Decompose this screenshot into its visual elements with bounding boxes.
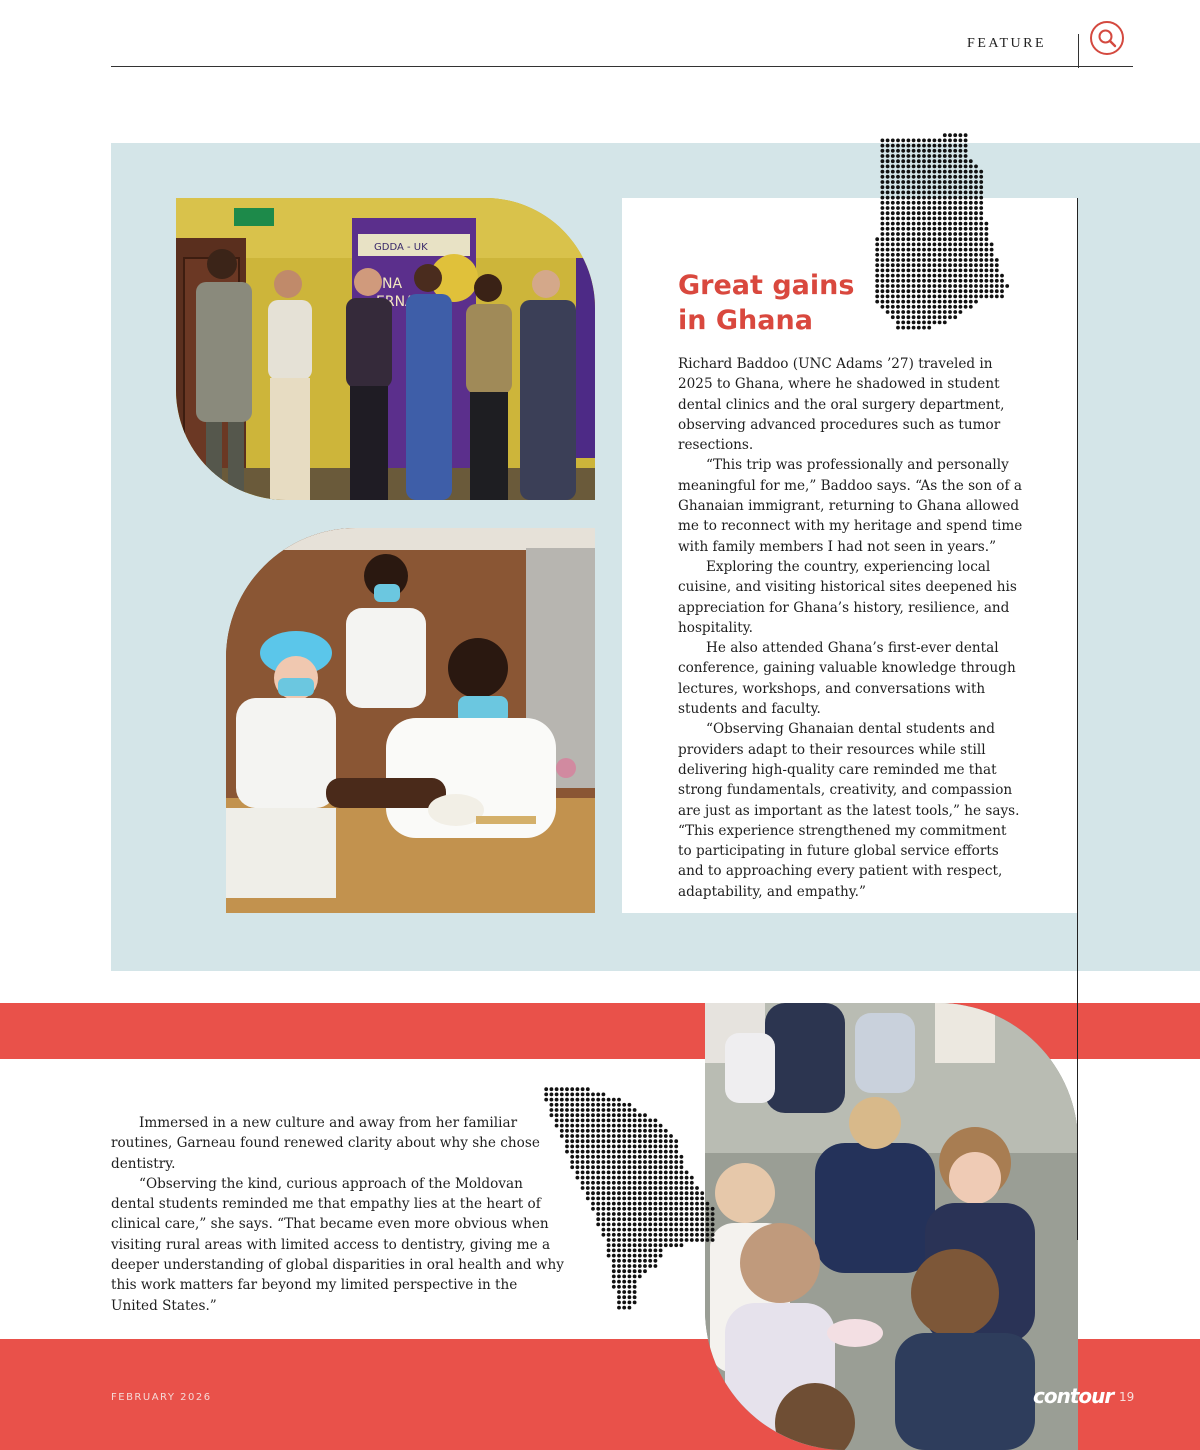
- moldova-paragraph: “Observing the kind, curious approach of the Moldovan dental students reminded me that empathy lies at the heart of clinical care,” she says. “That became even more obvious when visiting rural areas with limited access to dentistry, giving me a deeper understanding of global disparities in oral health and why this work matters far beyond my limited perspective in the United States.”: [111, 1175, 564, 1314]
- header-divider: [1078, 34, 1079, 68]
- ghana-paragraph: He also attended Ghana’s first-ever dental conference, gaining valuable knowledge through lectures, workshops, and conversations with students and faculty.: [678, 640, 1016, 718]
- moldova-article-body: [111, 1113, 566, 1316]
- footer-date: FEBRUARY 2026: [111, 1392, 212, 1403]
- ghana-article-body: [678, 354, 1024, 902]
- ghana-group-photo: [176, 198, 595, 500]
- moldova-paragraph: Immersed in a new culture and away from her familiar routines, Garneau found renewed clarity about why she chose dentistry.: [111, 1115, 540, 1172]
- ghana-clinic-photo: [226, 528, 595, 913]
- ghana-headline-line1: Great gains: [678, 270, 855, 301]
- ghana-paragraph: Exploring the country, experiencing local cuisine, and visiting historical sites deepened his appreciation for Ghana’s history, resilience, and hospitality.: [678, 558, 1017, 636]
- ghana-paragraph: “Observing Ghanaian dental students and providers adapt to their resources while still delivering high-quality care reminded me that strong fundamentals, creativity, and compassion are just as important as the latest tools,” he says. “This experience strengthened my commitment to participating in future global service efforts and to approaching every patient with respect, adaptability, and empathy.”: [678, 721, 1020, 900]
- ghana-headline-line2: in Ghana: [678, 305, 813, 336]
- banner-text-2: NA: [382, 276, 403, 292]
- page-vertical-rule: [1077, 198, 1078, 1240]
- ghana-paragraph: Richard Baddoo (UNC Adams ’27) traveled in 2025 to Ghana, where he shadowed in student dental clinics and the oral surgery department, observing advanced procedures such as tumor resections.: [678, 356, 1005, 454]
- section-label: FEATURE: [967, 36, 1046, 51]
- contour-logo: contour: [1033, 1384, 1114, 1408]
- header-rule: [111, 66, 1133, 67]
- search-button[interactable]: [1090, 21, 1124, 55]
- page-number: 19: [1119, 1390, 1135, 1404]
- moldova-children-photo: [705, 1003, 1078, 1450]
- banner-text: GDDA - UK: [374, 242, 428, 253]
- ghana-paragraph: “This trip was professionally and personally meaningful for me,” Baddoo says. “As the son of a Ghanaian immigrant, returning to Ghana allowed me to reconnect with my heritage and spend time with family members I had not seen in years.”: [678, 457, 1023, 555]
- search-icon: [1096, 27, 1118, 49]
- ghana-headline: [678, 268, 918, 338]
